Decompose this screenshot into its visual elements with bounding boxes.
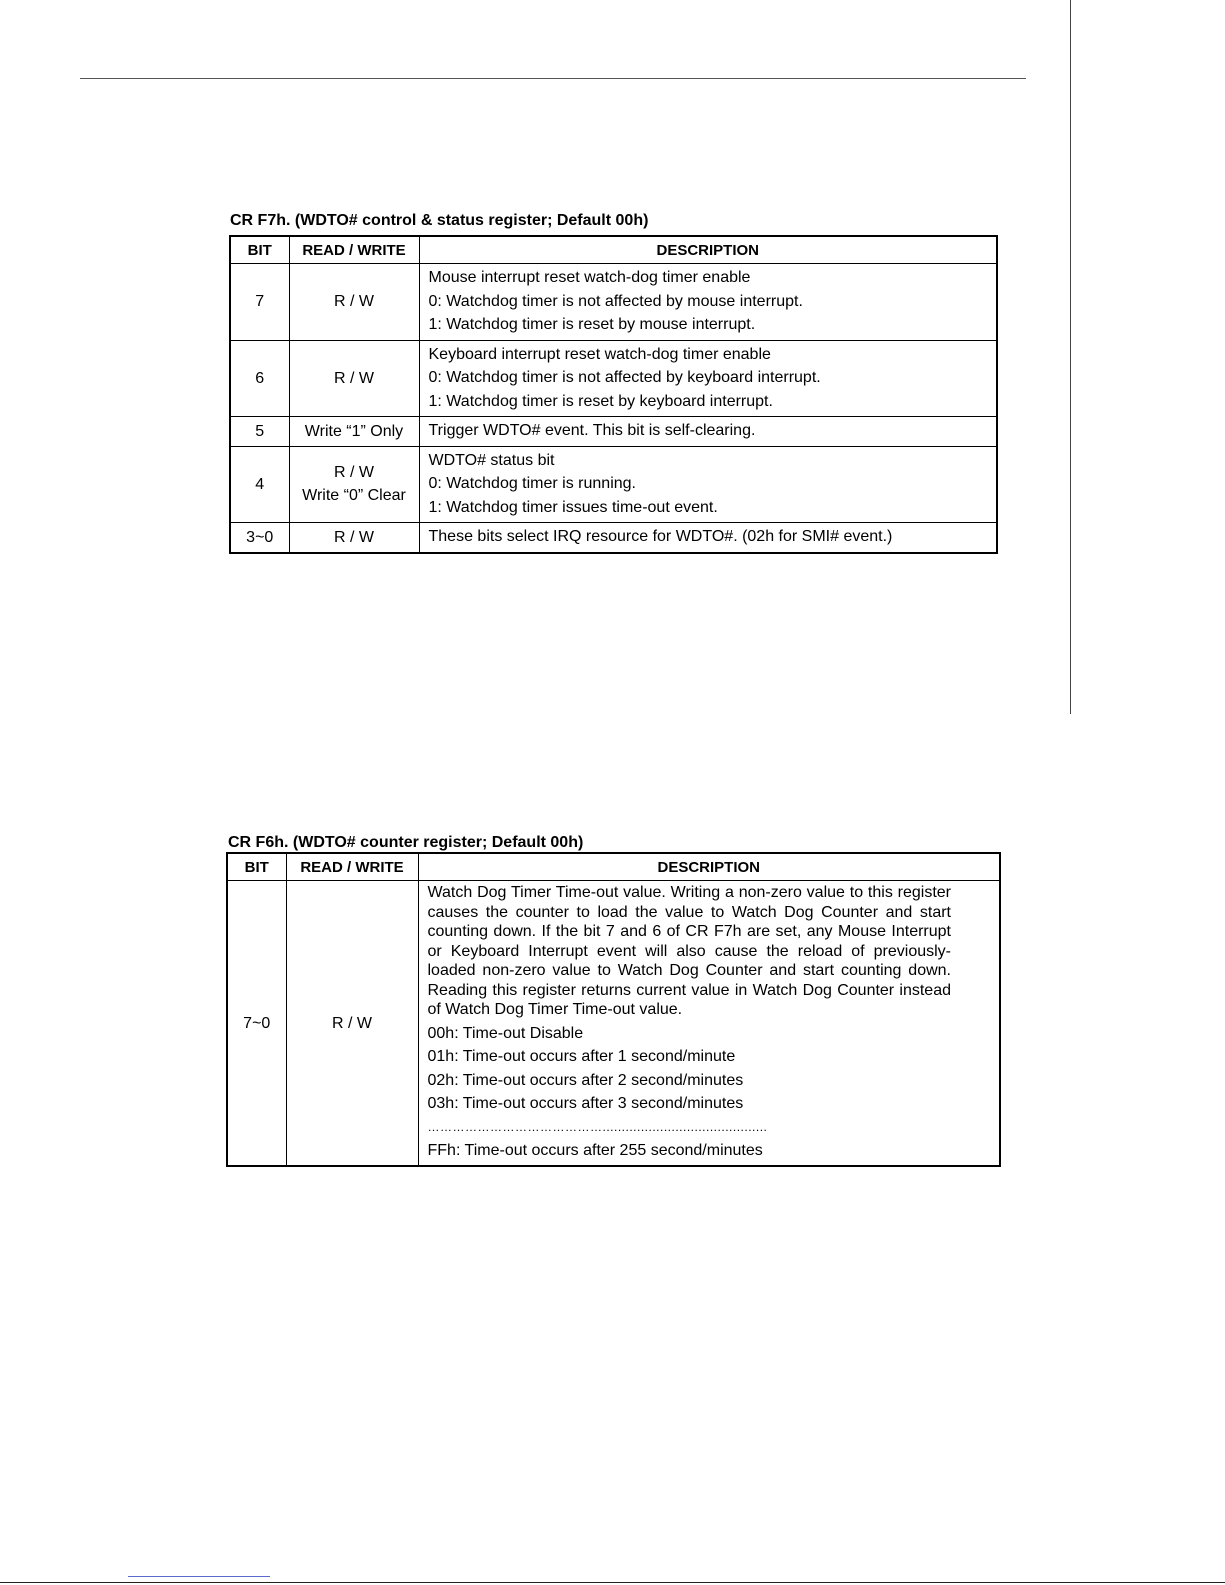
rw-line: R / W <box>334 528 374 546</box>
desc-ellipsis: ……………………………………........................................... <box>427 1119 768 1134</box>
desc-line: WDTO# status bit <box>428 451 555 469</box>
rw-line: R / W <box>334 293 374 311</box>
rw-cell <box>289 417 419 447</box>
desc-line: 1: Watchdog timer is reset by mouse interrupt. <box>428 316 756 333</box>
rw-line: Write “1” Only <box>304 422 404 440</box>
bit-cell: 5 <box>230 417 289 447</box>
bit-cell: 7~0 <box>227 881 286 1167</box>
desc-line: 01h: Time-out occurs after 1 second/minute <box>427 1048 736 1065</box>
table1-caption: CR F7h. (WDTO# control & status register; Default 00h) <box>230 212 649 229</box>
table-row <box>230 523 997 553</box>
rw-line: Write “0” Clear <box>302 487 406 505</box>
header-description: DESCRIPTION <box>419 236 997 264</box>
margin-tab-rule <box>1070 0 1071 714</box>
desc-line: These bits select IRQ resource for WDTO#. (02h for SMI# event.) <box>428 528 893 545</box>
table2-caption: CR F6h. (WDTO# counter register; Default 00h) <box>228 834 584 851</box>
header-bit: BIT <box>227 853 286 881</box>
bit-cell: 7 <box>230 264 289 341</box>
bit-cell: 6 <box>230 340 289 417</box>
table-row <box>230 264 997 341</box>
desc-line: 0: Watchdog timer is not affected by keyboard interrupt. <box>428 369 821 386</box>
bit-cell: 4 <box>230 446 289 523</box>
cr-f7h-table <box>229 235 998 554</box>
desc-line: 03h: Time-out occurs after 3 second/minutes <box>427 1095 744 1112</box>
rw-cell <box>289 264 419 341</box>
desc-line: Keyboard interrupt reset watch-dog timer enable <box>428 345 771 363</box>
desc-line: 1: Watchdog timer is reset by keyboard interrupt. <box>428 392 773 410</box>
desc-line: 0: Watchdog timer is not affected by mouse interrupt. <box>428 292 803 310</box>
description-cell <box>419 417 997 447</box>
desc-line: Trigger WDTO# event. This bit is self-clearing. <box>428 422 756 439</box>
desc-line: FFh: Time-out occurs after 255 second/minutes <box>427 1141 763 1159</box>
desc-line: Mouse interrupt reset watch-dog timer enable <box>428 269 751 286</box>
table-header-row <box>230 236 997 264</box>
footer-link-underline <box>128 1576 270 1577</box>
header-rule <box>80 78 1026 79</box>
bit-cell: 3~0 <box>230 523 289 553</box>
rw-cell <box>289 340 419 417</box>
cr-f6h-table <box>226 852 1001 1167</box>
header-description: DESCRIPTION <box>418 853 1000 881</box>
desc-paragraph: Watch Dog Timer Time-out value. Writing a non-zero value to this register causes the counter to load the value to Watch Dog Counter and start counting down. If the bit 7 and 6 of CR F7h are set, any Mouse Interrupt or Keyboard Interrupt event will also cause the reload of previously-loaded non-zero value to Watch Dog Counter and start counting down. Reading this register returns current value in Watch Dog Counter instead of Watch Dog Timer Time-out value. <box>427 884 951 1018</box>
desc-line: 02h: Time-out occurs after 2 second/minutes <box>427 1071 744 1089</box>
rw-cell <box>289 446 419 523</box>
table-row <box>227 881 1000 1167</box>
description-cell <box>419 264 997 341</box>
description-cell <box>419 340 997 417</box>
table-row <box>230 340 997 417</box>
rw-cell <box>289 523 419 553</box>
desc-line: 0: Watchdog timer is running. <box>428 475 636 492</box>
rw-cell: R / W <box>286 881 418 1167</box>
desc-line: 00h: Time-out Disable <box>427 1024 584 1042</box>
table-row <box>230 446 997 523</box>
header-read-write: READ / WRITE <box>286 853 418 881</box>
description-cell <box>419 523 997 553</box>
header-read-write: READ / WRITE <box>289 236 419 264</box>
rw-line: R / W <box>334 464 374 482</box>
description-cell <box>419 446 997 523</box>
footer-rule <box>0 1582 1225 1583</box>
description-cell <box>418 881 1000 1167</box>
rw-line: R / W <box>334 369 374 387</box>
table-header-row <box>227 853 1000 881</box>
table-row <box>230 417 997 447</box>
desc-line: 1: Watchdog timer issues time-out event. <box>428 498 718 516</box>
header-bit: BIT <box>230 236 289 264</box>
